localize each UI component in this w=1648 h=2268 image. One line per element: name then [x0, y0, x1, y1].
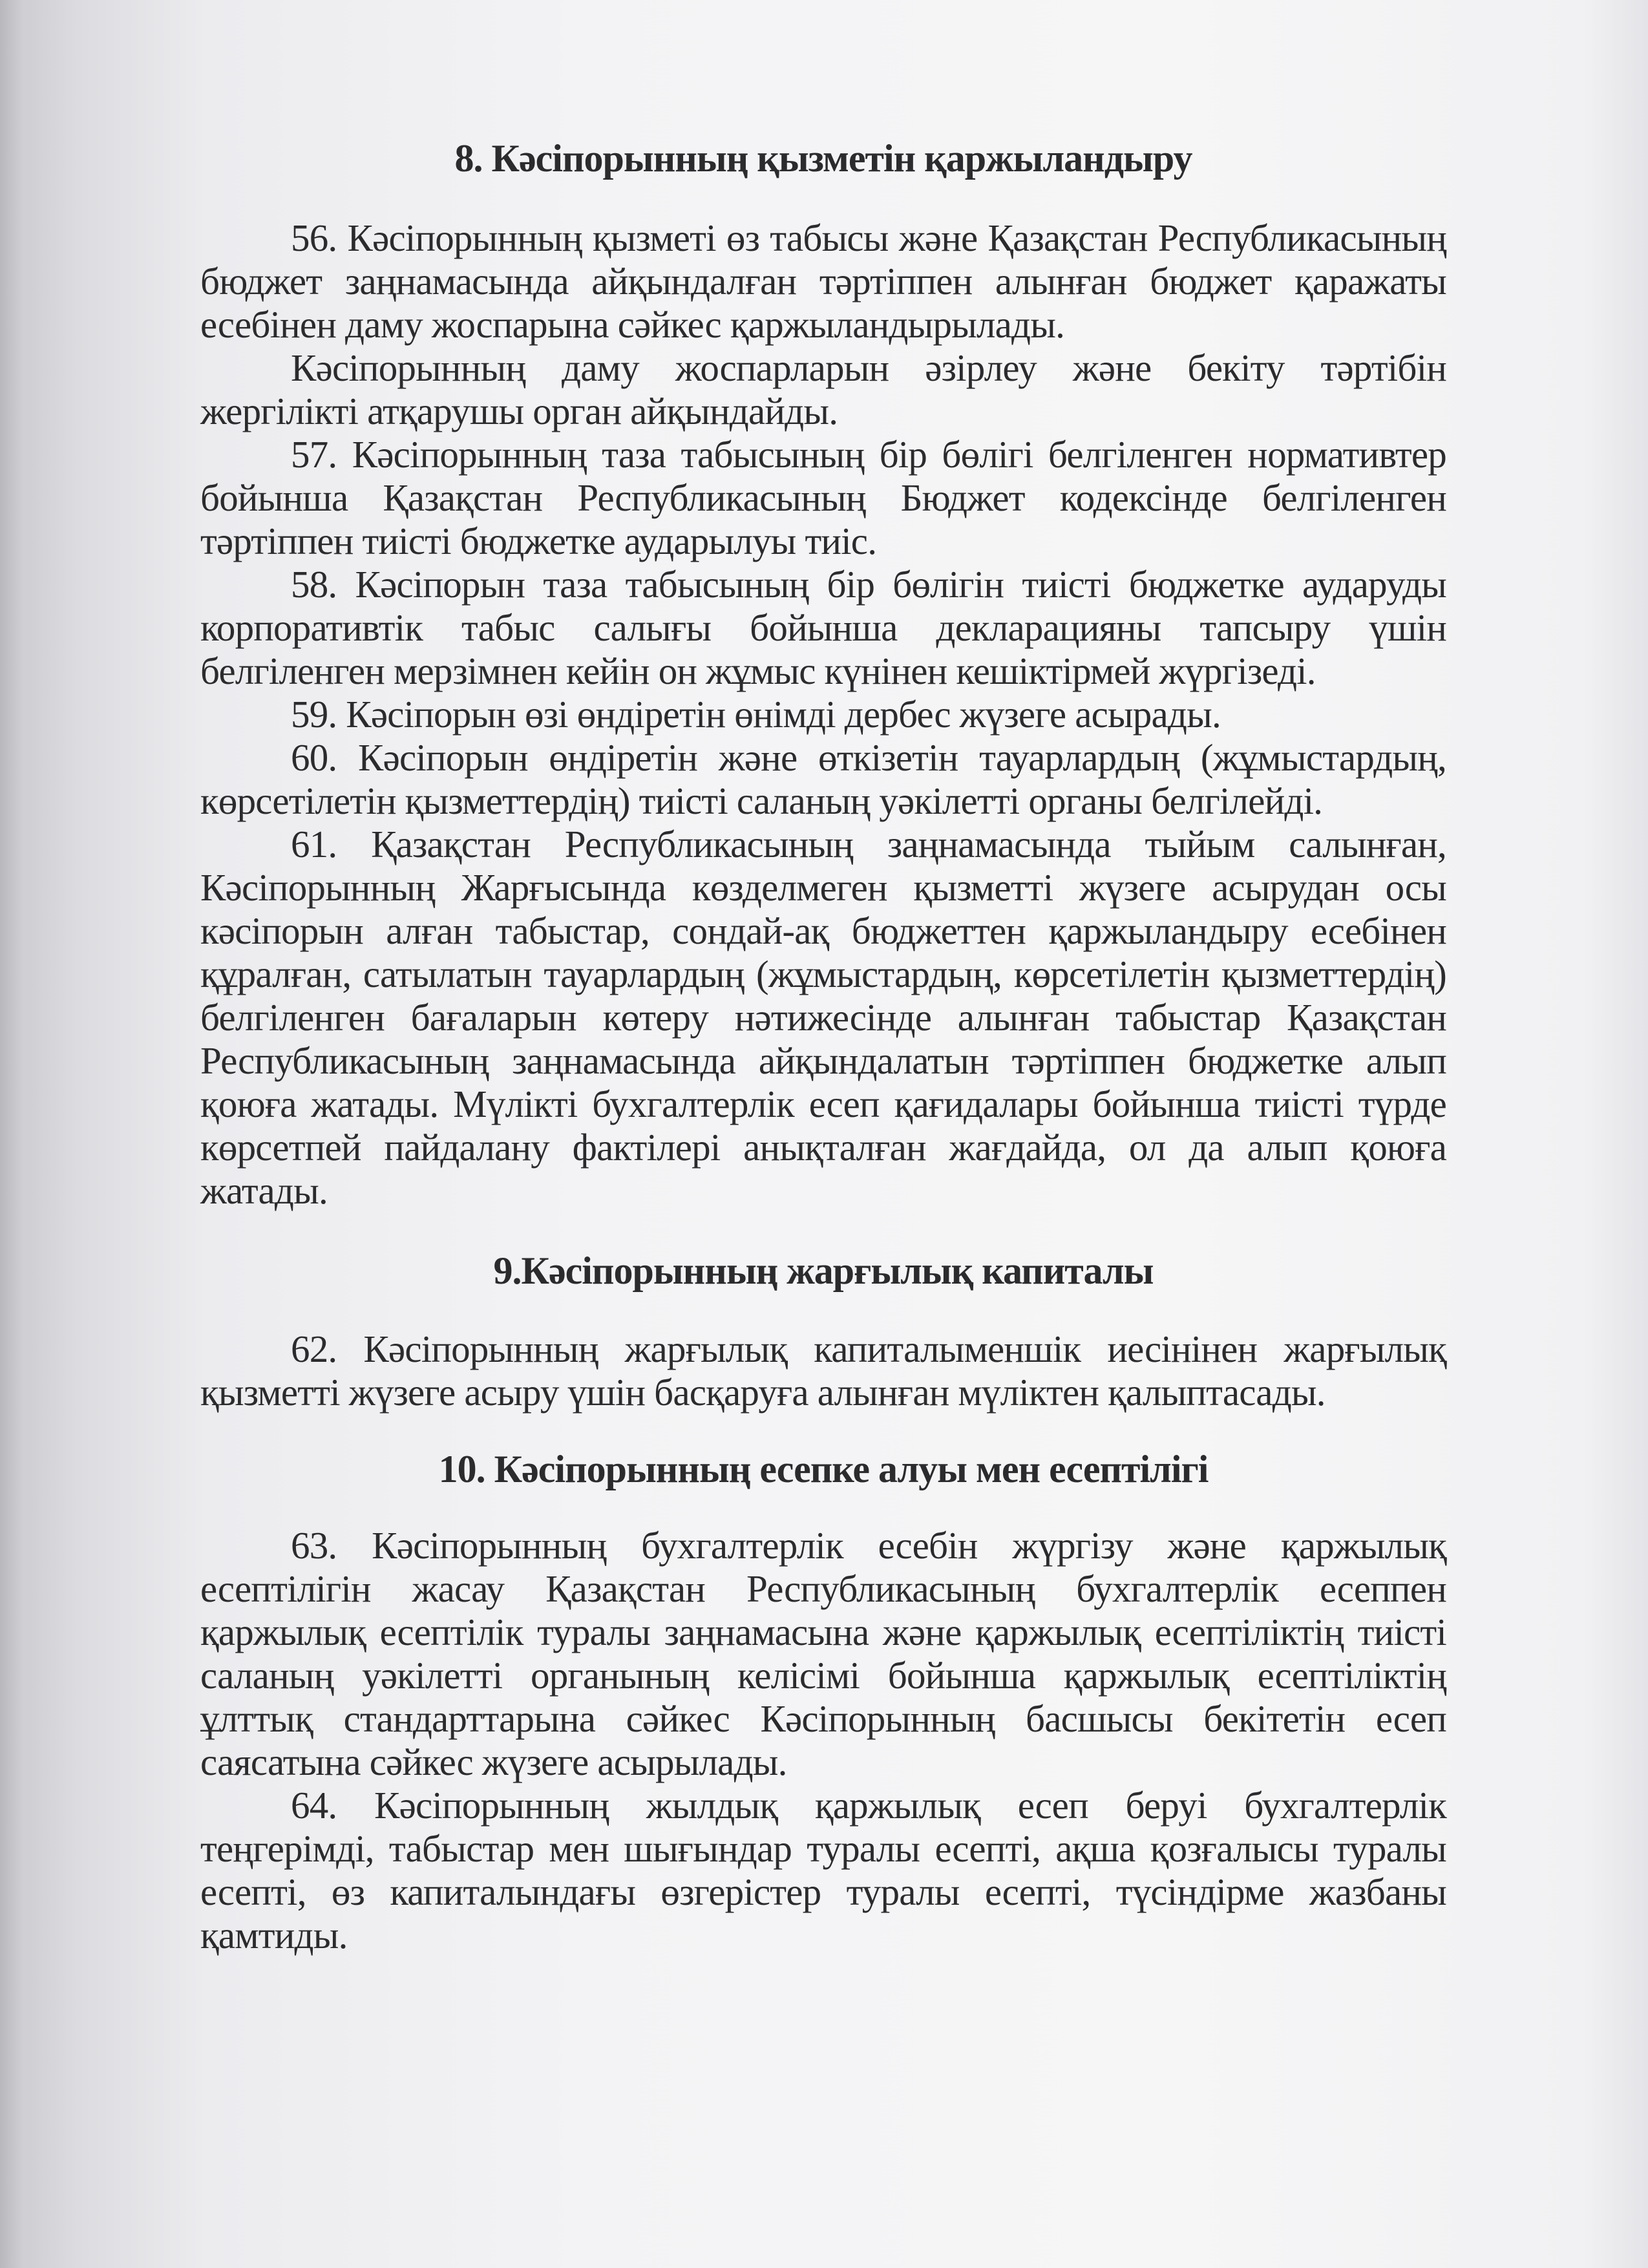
scan-page-edge: [0, 0, 39, 2268]
document-page: [200, 132, 1446, 1957]
paragraph-57: 57. Кәсіпорынның таза табысының бір бөлігі белгіленген нормативтер бойынша Қазақстан Республикасының Бюджет кодексінде белгіленген тәртіппен тиісті бюджетке аударылуы тиіс.: [200, 433, 1446, 562]
paragraph-61: 61. Қазақстан Республикасының заңнамасында тыйым салынған, Кәсіпорынның Жарғысында көзделмеген қызметті жүзеге асырудан осы кәсіпорын алған табыстар, сондай-ақ бюджеттен қаржыландыру есебінен құралған, сатылатын тауарлардың (жұмыстардың, көрсетілетін қызметтердің) белгіленген бағаларын көтеру нәтижесінде алынған табыстар Қазақстан Республикасының заңнамасында айқындалатын тәртіппен бюджетке алып қоюға жатады. Мүлікті бухгалтерлік есеп қағидалары бойынша тиісті түрде көрсетпей пайдалану фактілері анықталған жағдайда, ол да алып қоюға жатады.: [200, 823, 1446, 1212]
paragraph-64: 64. Кәсіпорынның жылдық қаржылық есеп беруі бухгалтерлік теңгерімді, табыстар мен шығындар туралы есепті, ақша қозғалысы туралы есепті, өз капиталындағы өзгерістер туралы есепті, түсіндірме жазбаны қамтиды.: [200, 1784, 1446, 1956]
paragraph-59: 59. Кәсіпорын өзі өндіретін өнімді дербес жүзеге асырады.: [291, 693, 1221, 736]
paragraph-58: 58. Кәсіпорын таза табысының бір бөлігін тиісті бюджетке аударуды корпоративтік табыс салығы бойынша декларацияны тапсыру үшін белгіленген мерзімнен кейін он жұмыс күнінен кешіктірмей жүргізеді.: [200, 563, 1446, 692]
section-heading-8: 8. Кәсіпорынның қызметін қаржыландыру: [454, 137, 1192, 180]
paragraph-56-continued: Кәсіпорынның даму жоспарларын әзірлеу және бекіту тәртібін жергілікті атқарушы орган айқындайды.: [200, 346, 1446, 432]
paragraph-62: 62. Кәсіпорынның жарғылық капиталыменшік иесінінен жарғылық қызметті жүзеге асыру үшін басқаруға алынған мүліктен қалыптасады.: [200, 1328, 1446, 1414]
section-heading-10: 10. Кәсіпорынның есепке алуы мен есептілігі: [438, 1448, 1209, 1490]
paragraph-63: 63. Кәсіпорынның бухгалтерлік есебін жүргізу және қаржылық есептілігін жасау Қазақстан Республикасының бухгалтерлік есеппен қаржылық есептілік туралы заңнамасына және қаржылық есептіліктің тиісті саланың уәкілетті органының келісімі бойынша қаржылық есептіліктің ұлттық стандарттарына сәйкес Кәсіпорынның басшысы бекітетін есеп саясатына сәйкес жүзеге асырылады.: [200, 1524, 1446, 1783]
section-heading-9: 9.Кәсіпорынның жарғылық капиталы: [493, 1249, 1154, 1292]
paragraph-60: 60. Кәсіпорын өндіретін және өткізетін тауарлардың (жұмыстардың, көрсетілетін қызметтердің) тиісті саланың уәкілетті органы белгілейді.: [200, 736, 1446, 822]
paragraph-56: 56. Кәсіпорынның қызметі өз табысы және Қазақстан Республикасының бюджет заңнамасында айқындалған тәртіппен алынған бюджет қаражаты есебінен даму жоспарына сәйкес қаржыландырылады.: [200, 217, 1446, 346]
